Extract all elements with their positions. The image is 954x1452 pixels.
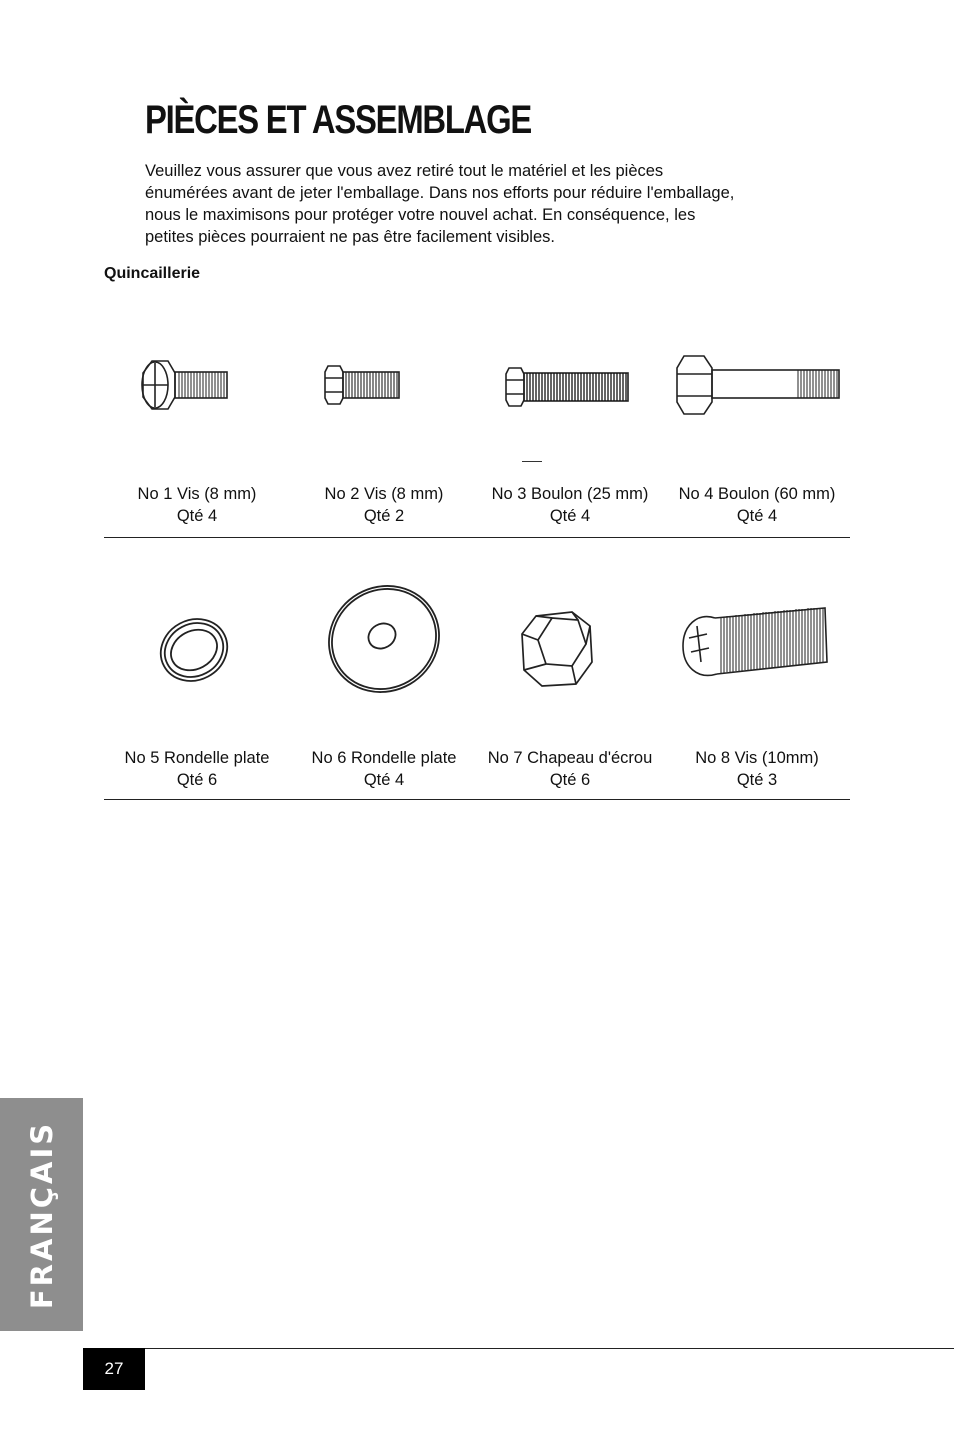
page-number: 27 xyxy=(83,1348,145,1390)
part-name: No 5 Rondelle plate xyxy=(124,749,270,767)
cap-nut-icon xyxy=(514,604,600,690)
part-name: No 3 Boulon (25 mm) xyxy=(491,485,649,503)
part-name: No 1 Vis (8 mm) xyxy=(137,485,257,503)
part-name: No 6 Rondelle plate xyxy=(311,749,457,767)
part-caption xyxy=(284,747,484,791)
part-name: No 8 Vis (10mm) xyxy=(695,749,819,767)
page-title: PIÈCES ET ASSEMBLAGE xyxy=(145,98,532,142)
part-caption xyxy=(657,483,857,527)
part-quantity: Qté 6 xyxy=(549,771,591,789)
part-caption xyxy=(284,483,484,527)
large-washer-icon xyxy=(325,581,443,697)
part-quantity: Qté 4 xyxy=(549,507,591,525)
part-quantity: Qté 6 xyxy=(176,771,218,789)
part-caption xyxy=(470,747,670,791)
part-quantity: Qté 2 xyxy=(363,507,405,525)
section-label: Quincaillerie xyxy=(104,265,201,282)
divider-mark xyxy=(522,461,542,462)
part-quantity: Qté 4 xyxy=(176,507,218,525)
phillips-screw-icon xyxy=(679,604,831,686)
part-caption xyxy=(470,483,670,527)
footer-rule xyxy=(83,1348,954,1349)
row-divider xyxy=(104,799,850,800)
part-quantity: Qté 4 xyxy=(363,771,405,789)
language-side-tab xyxy=(0,1098,83,1331)
part-caption xyxy=(97,747,297,791)
part-caption xyxy=(657,747,857,791)
part-quantity: Qté 4 xyxy=(736,507,778,525)
hex-bolt-long-icon xyxy=(674,352,844,418)
hex-bolt-short-icon xyxy=(138,355,232,415)
part-quantity: Qté 3 xyxy=(736,771,778,789)
row-divider xyxy=(104,537,850,538)
hex-bolt-medium-icon xyxy=(503,364,633,410)
small-washer-icon xyxy=(152,612,236,688)
part-name: No 7 Chapeau d'écrou xyxy=(487,749,653,767)
part-caption xyxy=(97,483,297,527)
intro-paragraph: Veuillez vous assurer que vous avez retiré tout le matériel et les pièces énumérées avant de jeter l'emballage. Dans nos efforts pour réduire l'emballage, nous le maximisons pour protéger votre nouvel achat. En conséquence, les petites pièces pourraient ne pas être facilement visibles. xyxy=(145,162,735,246)
part-name: No 2 Vis (8 mm) xyxy=(324,485,444,503)
part-name: No 4 Boulon (60 mm) xyxy=(678,485,836,503)
hex-bolt-small-icon xyxy=(322,362,404,408)
language-label: FRANÇAIS xyxy=(24,1120,59,1309)
